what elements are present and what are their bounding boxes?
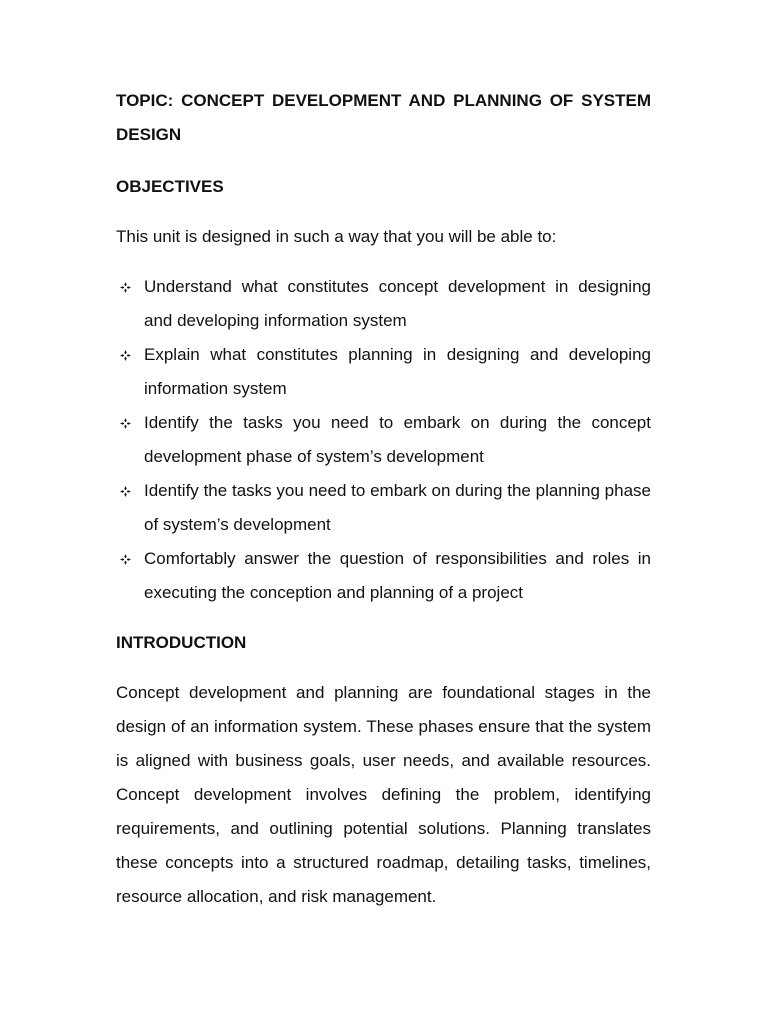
objective-text: Comfortably answer the question of responsibilities and roles in executing the conception and planning of a project <box>144 549 651 602</box>
introduction-paragraph: Concept development and planning are foundational stages in the design of an information system. These phases ensure that the system is aligned with business goals, user needs, and available resources. Concept development involves defining the problem, identifying requirements, and outlining potential solutions. Planning translates these concepts into a structured roadmap, detailing tasks, timelines, resource allocation, and risk management. <box>116 683 651 906</box>
objective-text: Identify the tasks you need to embark on during the planning phase of system’s development <box>144 481 651 534</box>
list-item <box>116 474 651 542</box>
objective-text: Identify the tasks you need to embark on during the concept development phase of system’s development <box>144 413 651 466</box>
list-item <box>116 338 651 406</box>
introduction-heading: INTRODUCTION <box>116 633 247 652</box>
objective-text: Understand what constitutes concept development in designing and developing information system <box>144 277 651 330</box>
diamond-bullet-icon <box>116 474 134 508</box>
diamond-bullet-icon <box>116 270 134 304</box>
page-title: TOPIC: CONCEPT DEVELOPMENT AND PLANNING OF SYSTEM DESIGN <box>116 91 651 144</box>
objective-text: Explain what constitutes planning in designing and developing information system <box>144 345 651 398</box>
diamond-bullet-icon <box>116 406 134 440</box>
document-page <box>116 84 651 914</box>
list-item <box>116 406 651 474</box>
diamond-bullet-icon <box>116 542 134 576</box>
list-item <box>116 270 651 338</box>
list-item <box>116 542 651 610</box>
diamond-bullet-icon <box>116 338 134 372</box>
objectives-intro: This unit is designed in such a way that you will be able to: <box>116 227 557 246</box>
objectives-list <box>116 270 651 610</box>
objectives-heading: OBJECTIVES <box>116 177 224 196</box>
